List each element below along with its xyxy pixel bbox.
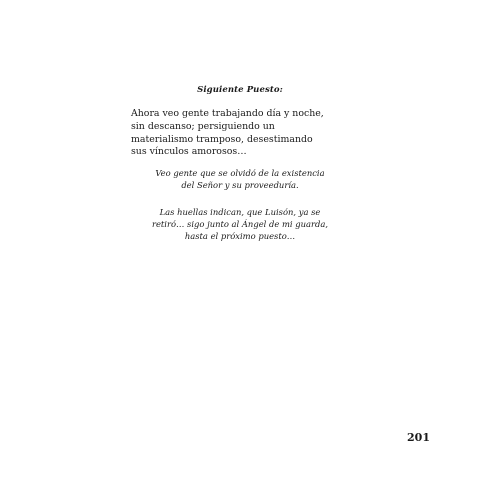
italic-stanza-2 <box>0 207 480 242</box>
stanza-line: del Señor y su proveeduría. <box>181 179 299 190</box>
intro-line: sin descanso; persiguiendo un <box>131 120 275 132</box>
intro-line: sus vínculos amorosos… <box>131 146 247 158</box>
stanza-line: retiró… sigo junto al Ángel de mi guarda, <box>151 218 329 229</box>
stanza-line: Las huellas indican, que Luisón, ya se <box>159 207 321 217</box>
intro-line: materialismo tramposo, desestimando <box>131 133 313 145</box>
stanza-line: Veo gente que se olvidó de la existencia <box>155 168 325 178</box>
intro-paragraph <box>131 108 361 159</box>
page-number: 201 <box>407 431 430 444</box>
intro-line: Ahora veo gente trabajando día y noche, <box>131 108 324 119</box>
section-heading: Siguiente Puesto: <box>197 85 283 95</box>
stanza-line: hasta el próximo puesto… <box>184 230 296 241</box>
italic-stanza-1 <box>0 168 480 192</box>
